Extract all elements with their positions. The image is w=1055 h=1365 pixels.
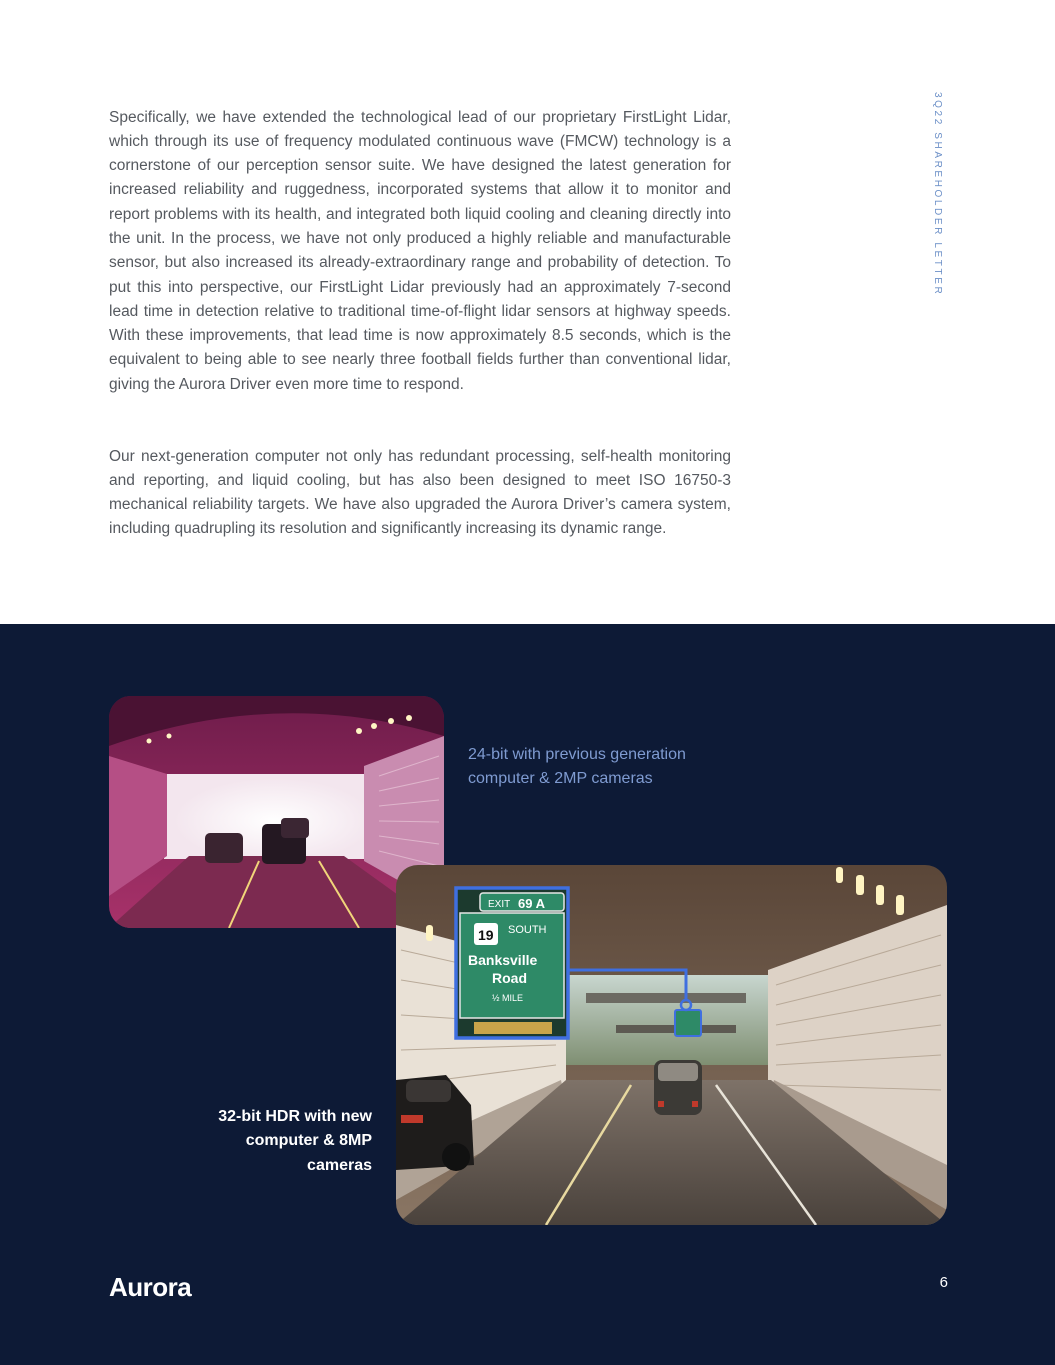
tunnel-photo-new [396,865,947,1225]
tunnel-photo-old [109,696,444,928]
caption-old-camera: 24-bit with previous generation computer & 2MP cameras [468,746,686,788]
sign-line-2: Road [492,970,527,986]
sign-route-number: 19 [478,927,494,943]
sign-distance: ½ MILE [492,993,524,1003]
body-paragraph-lidar: Specifically, we have extended the technological lead of our proprietary FirstLight Lidar, which through its use of frequency modulated continuous wave (FMCW) technology is a cornerstone of our perception sensor suite. We have designed the latest generation for increased reliability and ruggedness, incorporated systems that allow it to monitor and report problems with its health, and integrated both liquid cooling and cleaning directly into the unit. In the process, we have not only produced a highly reliable and manufacturable sensor, but also increased its already-extraordinary range and probability of detection. To put this into perspective, our FirstLight Lidar previously had an approximately 7-second lead time in detection relative to traditional time-of-flight lidar sensors at highway speeds. With these improvements, that lead time is now approximately 8.5 seconds, which is the equivalent to being able to see nearly three football fields further than conventional lidar, giving the Aurora Driver even more time to respond. [109,108,731,393]
tunnel-illustration-old [109,696,444,928]
body-paragraph-computer: Our next-generation computer not only has redundant processing, self-health monitoring and reporting, and liquid cooling, but has also been designed to meet ISO 16750-3 mechanical reliability targets. We have also upgraded the Aurora Driver’s camera system, including quadrupling its resolution and significantly increasing its dynamic range. [109,447,731,538]
sign-line-1: Banksville [468,952,538,968]
tunnel-illustration-new [396,865,947,1225]
highlight-sign [456,888,568,1038]
sign-exit: EXIT [488,899,511,910]
aurora-logo-mark [109,1270,209,1302]
page-number: 6 [939,1274,948,1291]
sign-direction: SOUTH [508,924,547,936]
side-label: 3Q22 SHAREHOLDER LETTER [932,92,943,297]
text-section [0,0,1055,624]
caption-new-camera: 32-bit HDR with new computer & 8MP cameras [218,1108,372,1174]
sign-exit-number: 69 A [518,896,545,911]
aurora-logo [109,1270,209,1302]
logo-text: Aurora [109,1272,192,1302]
